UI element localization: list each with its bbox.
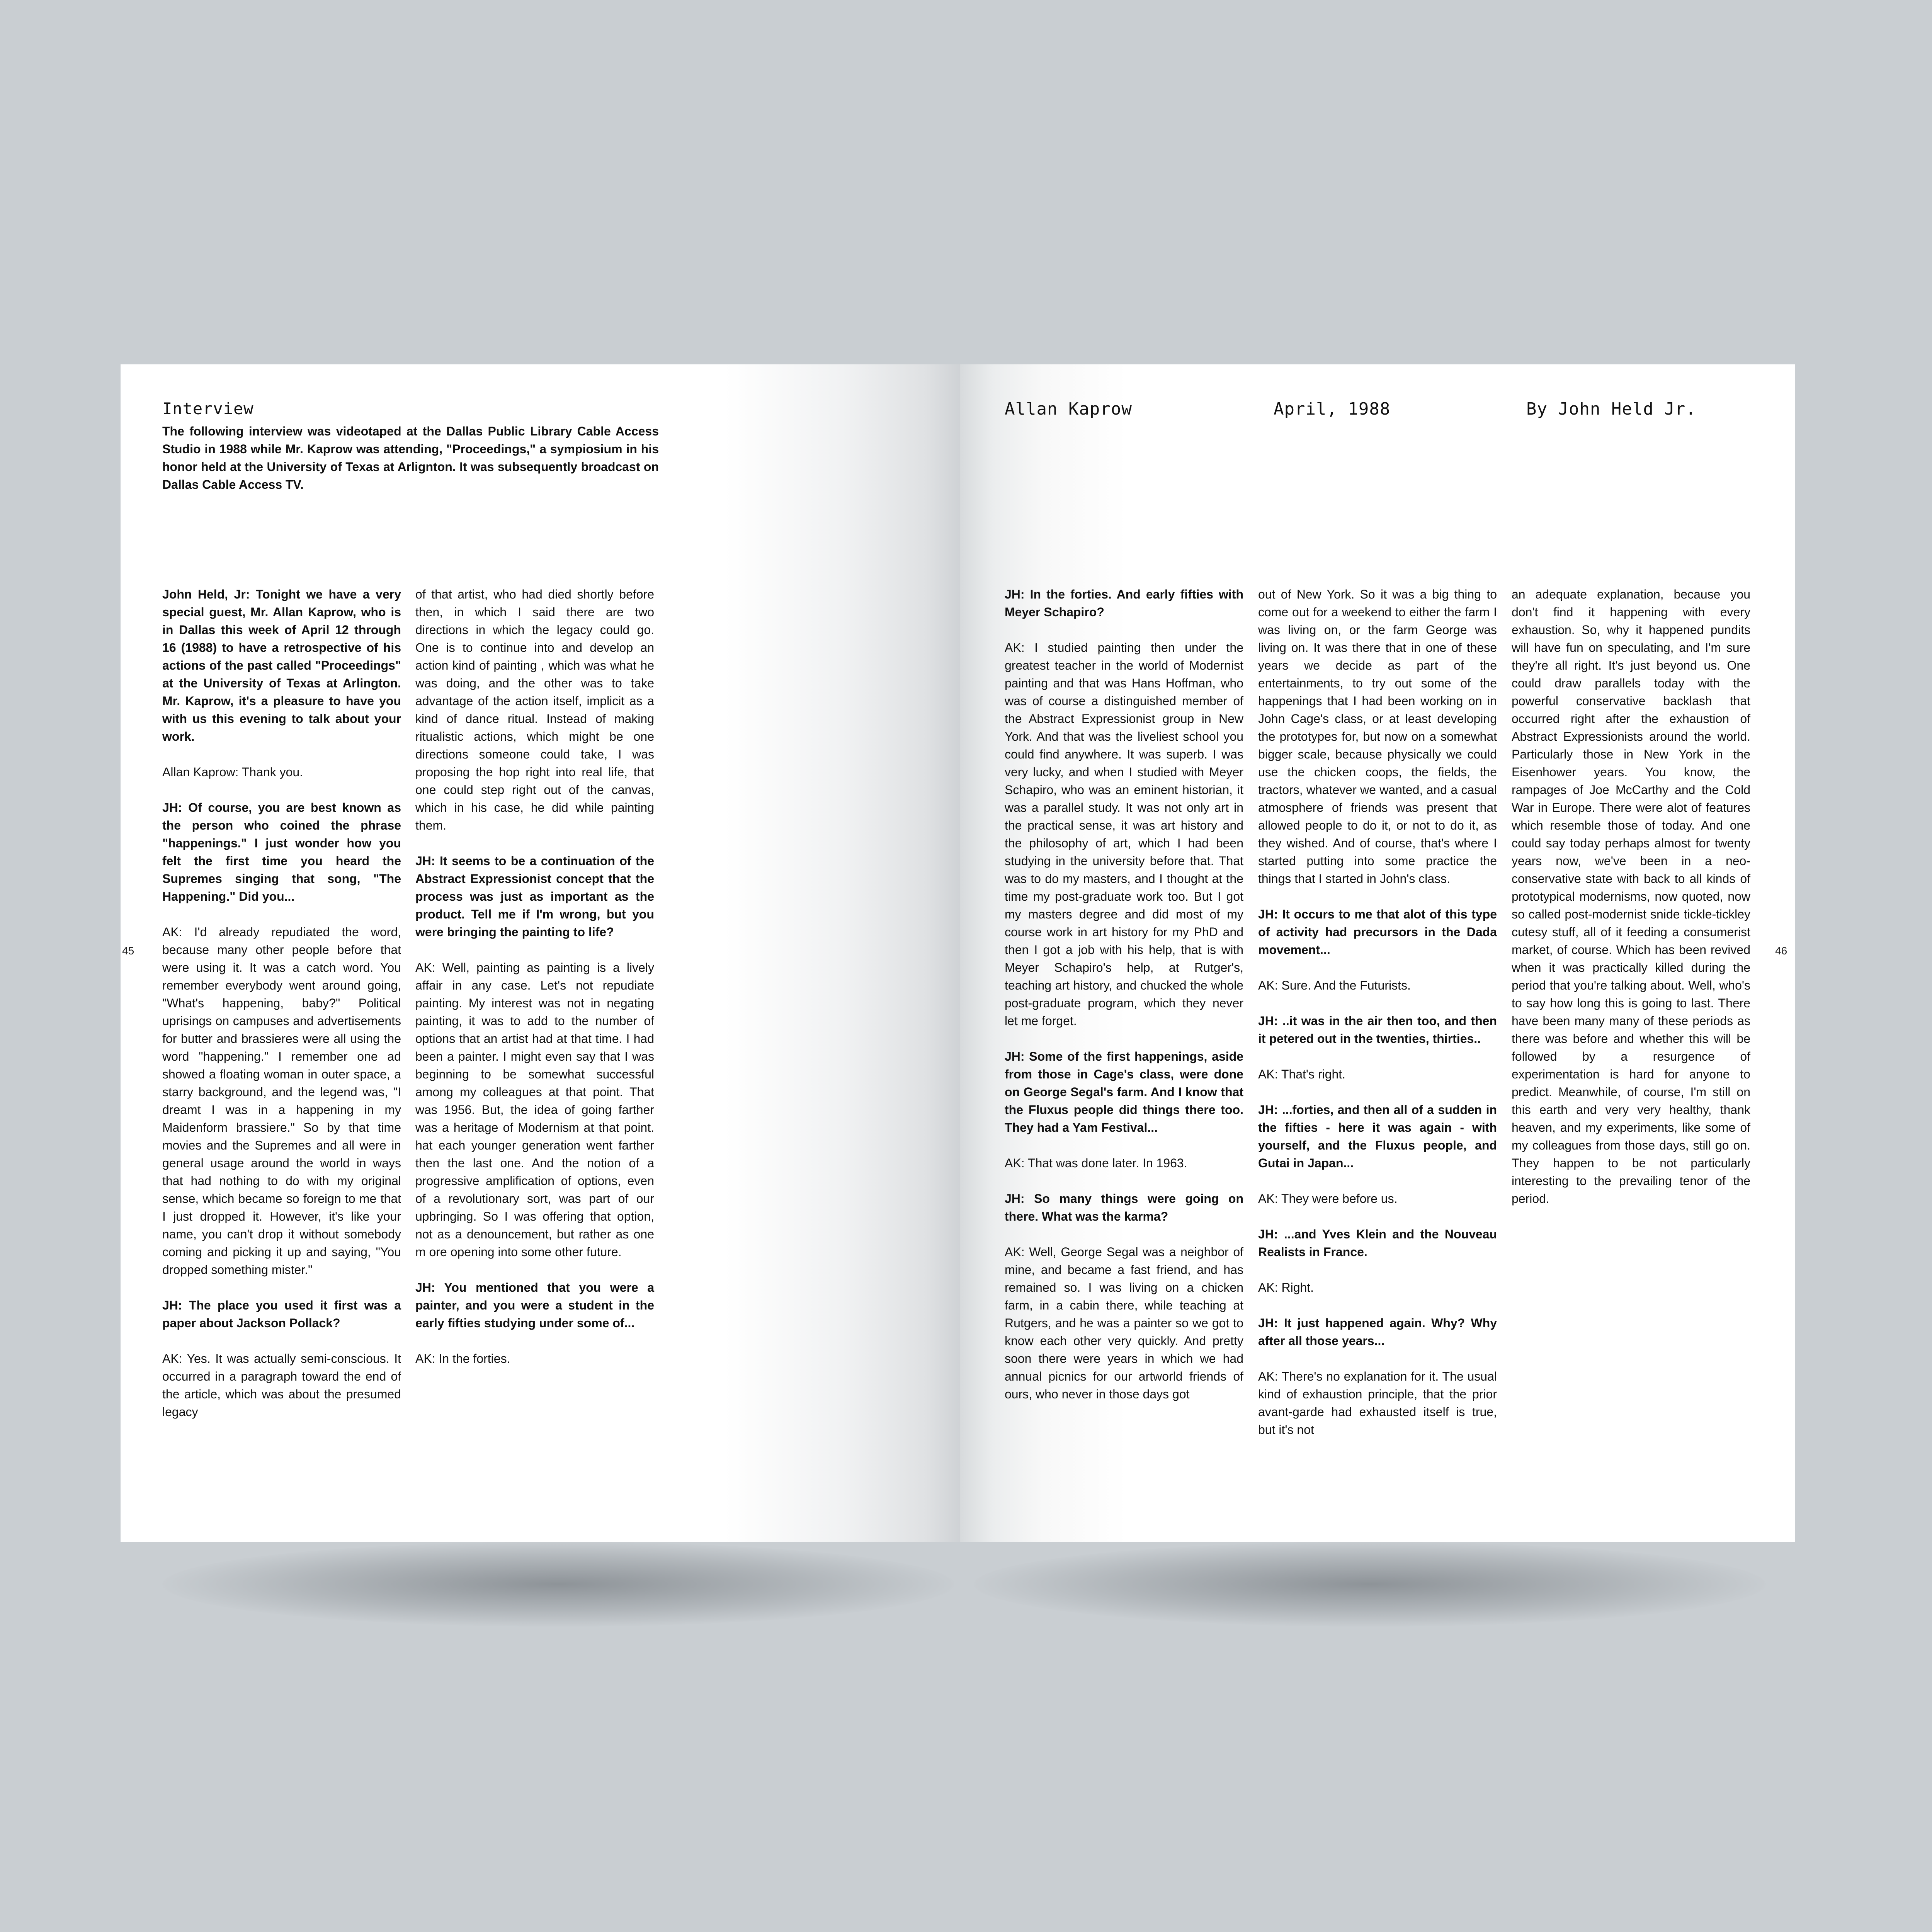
paragraph: JH: It occurs to me that alot of this type of activity had precursors in the Dada movement...	[1258, 907, 1497, 957]
right-column-3	[1512, 585, 1750, 1208]
paragraph: AK: I'd already repudiated the word, because many other people before that were using it. It was a catch word. You remember everybody went around going, "What's happening, baby?" Political uprisings on campuses and advertisements for butter and brassieres were all using the word "happening." I remember one ad showed a floating woman in outer space, a starry background, and the legend was, "I dreamt I was in a happening in my Maidenform brassiere." So by that time movies and the Supremes and all were in general usage around the world in ways that had nothing to do with my original sense, which became so foreign to me that I just dropped it. However, it's like your name, you can't drop it without somebody coming and picking it up and saying, "You dropped something mister."	[162, 925, 401, 1277]
interview-heading: Interview	[162, 399, 254, 418]
paragraph: JH: ...and Yves Klein and the Nouveau Realists in France.	[1258, 1227, 1497, 1259]
paragraph: of that artist, who had died shortly before then, in which I said there are two directions in which the legacy could go. One is to continue into and develop an action kind of painting , which was what he was doing, and the other was to take advantage of the action itself, implicit as a kind of dance ritual. Instead of making ritualistic actions, which might be one directions someone could take, I was proposing the hop right into real life, that one could step right out of the canvas, which in his case, he did while painting them.	[415, 587, 654, 832]
paragraph: AK: I studied painting then under the greatest teacher in the world of Modernist painting and that was Hans Hoffman, who was of course a distinguished member of the Abstract Expressionist group in New York. And that was the liveliest school you could find anywhere. It was superb. I was very lucky, and when I studied with Meyer Schapiro, who was an eminent historian, it was a parallel study. It was not only art in the practical sense, it was art history and the philosophy of art, which I had been studying in the university before that. That was to do my masters, and I thought at the time my post-graduate work too. But I got my masters degree and did most of my course work in art history for my PhD and then I got a job with his help, that is with Meyer Schapiro's help, at Rutger's, teaching art history, and chucked the whole post-graduate program, which they never let me forget.	[1005, 641, 1243, 1028]
paragraph: AK: Well, George Segal was a neighbor of mine, and became a fast friend, and has remained so. I was living on a chicken farm, in a cabin there, while teaching at Rutgers, and he was a painter so we got to know each other very quickly. And pretty soon there were years in which we had annual picnics for our artworld friends of ours, who never in those days got	[1005, 1245, 1243, 1401]
paragraph: AK: In the forties.	[415, 1352, 510, 1366]
paragraph: AK: Yes. It was actually semi-conscious. It occurred in a paragraph toward the end of the article, which was about the presumed legacy	[162, 1352, 401, 1419]
paragraph: AK: That was done later. In 1963.	[1005, 1156, 1187, 1170]
left-column-2	[415, 585, 654, 1367]
paragraph: JH: So many things were going on there. What was the karma?	[1005, 1192, 1243, 1223]
right-page	[960, 364, 1795, 1542]
paragraph: out of New York. So it was a big thing to come out for a weekend to either the farm I was living on, or the farm George was living on. It was there that in one of these years we decide as part of the entertainments, to try out some of the happenings that I had been working on in John Cage's class, or at least developing the prototypes for, but now on a somewhat bigger scale, because physically we could use the chicken coops, the fields, the tractors, whatever we wanted, and a casual atmosphere of friends was present that allowed people to do it, or not to do it, as they wished. And of course, that's where I started putting into some practice the things that I started in John's class.	[1258, 587, 1497, 886]
paragraph: JH: ...forties, and then all of a sudden in the fifties - here it was again - with yourself, and the Fluxus people, and Gutai in Japan...	[1258, 1103, 1497, 1170]
left-column-1	[162, 585, 401, 1421]
paragraph: JH: The place you used it first was a paper about Jackson Pollack?	[162, 1298, 401, 1330]
paragraph: JH: In the forties. And early fifties with Meyer Schapiro?	[1005, 587, 1243, 619]
paragraph: AK: There's no explanation for it. The usual kind of exhaustion principle, that the prior avant-garde had exhausted itself is true, but it's not	[1258, 1369, 1497, 1437]
paragraph: AK: Sure. And the Futurists.	[1258, 978, 1411, 992]
right-column-1	[1005, 585, 1243, 1403]
byline: By John Held Jr.	[1526, 399, 1696, 419]
page-number: 46	[1775, 945, 1787, 957]
paragraph: AK: Well, painting as painting is a lively affair in any case. Let's not repudiate painting. My interest was not in negating painting, it was to add to the number of options that an artist had at that time. I had been a painter. I might even say that I was beginning to be somewhat successful among my colleagues at that point. That was 1956. But, the idea of going farther was a heritage of Modernism at that point. hat each younger generation went farther then the last one. And the notion of a progressive amplification of options, even of a revolutionary sort, was part of our upbringing. So I was offering that option, not as a denouncement, but rather as one m ore opening into some other future.	[415, 961, 654, 1259]
interview-date: April, 1988	[1274, 399, 1391, 419]
right-column-2	[1258, 585, 1497, 1439]
paragraph: John Held, Jr: Tonight we have a very special guest, Mr. Allan Kaprow, who is in Dallas this week of April 12 through 16 (1988) to have a retrospective of his actions of the past called "Proceedings" at the University of Texas at Arlington. Mr. Kaprow, it's a pleasure to have you with us this evening to talk about your work.	[162, 587, 401, 743]
intro-paragraph: The following interview was videotaped at the Dallas Public Library Cable Access Studio in 1988 while Mr. Kaprow was attending, "Proceedings," a sympiosium in his honor held at the University of Texas at Arlignton. It was subsequently broadcast on Dallas Cable Access TV.	[162, 424, 659, 492]
paragraph: JH: Some of the first happenings, aside from those in Cage's class, were done on George Segal's farm. And I know that the Fluxus people did things there too. They had a Yam Festival...	[1005, 1049, 1243, 1134]
page-number: 45	[122, 945, 134, 957]
left-page	[121, 364, 960, 1542]
subject-name: Allan Kaprow	[1005, 399, 1132, 419]
paragraph: Allan Kaprow: Thank you.	[162, 765, 303, 779]
paragraph: JH: It seems to be a continuation of the Abstract Expressionist concept that the process was just as important as the product. Tell me if I'm wrong, but you were bringing the painting to life?	[415, 854, 654, 939]
paragraph: AK: That's right.	[1258, 1067, 1346, 1081]
paragraph: an adequate explanation, because you don't find it happening with every exhaustion. So, why it happened pundits will have fun on speculating, and I'm sure they're all right. It's just beyond us. One could draw parallels today with the powerful conservative backlash that occurred right after the exhaustion of Abstract Expressionists around the world. Particularly those in New York in the Eisenhower years. You know, the rampages of Joe McCarthy and the Cold War in Europe. There were alot of features which resemble those of today. And one could say today perhaps almost for twenty years now, we've been in a neo-conservative state with back to all kinds of prototypical modernisms, now quoted, now so called post-modernist snide tickle-tickley cutesy stuff, all of it feeding a consumerist market, of course. Which has been revived when it was practically killed during the period that you're talking about. Well, who's to say how long this is going to last. There have been many many of these periods as there was before and whether this will be followed by a resurgence of experimentation is hard for anyone to predict. Meanwhile, of course, I'm still on this earth and very very healthy, thank heaven, and my experiments, like some of my colleagues from those days, still go on. They happen to be not particularly interesting to the prevailing tenor of the period.	[1512, 587, 1750, 1206]
left-page-shadow	[162, 1542, 954, 1627]
paragraph: AK: They were before us.	[1258, 1192, 1398, 1206]
paragraph: AK: Right.	[1258, 1281, 1314, 1294]
paragraph: JH: It just happened again. Why? Why after all those years...	[1258, 1316, 1497, 1348]
right-page-shadow	[974, 1542, 1766, 1627]
paragraph: JH: ..it was in the air then too, and then it petered out in the twenties, thirties..	[1258, 1014, 1497, 1046]
paragraph: JH: Of course, you are best known as the person who coined the phrase "happenings." I just wonder how you felt the first time you heard the Supremes singing that song, "The Happening." Did you...	[162, 801, 401, 903]
paragraph: JH: You mentioned that you were a painter, and you were a student in the early fifties studying under some of...	[415, 1281, 654, 1330]
